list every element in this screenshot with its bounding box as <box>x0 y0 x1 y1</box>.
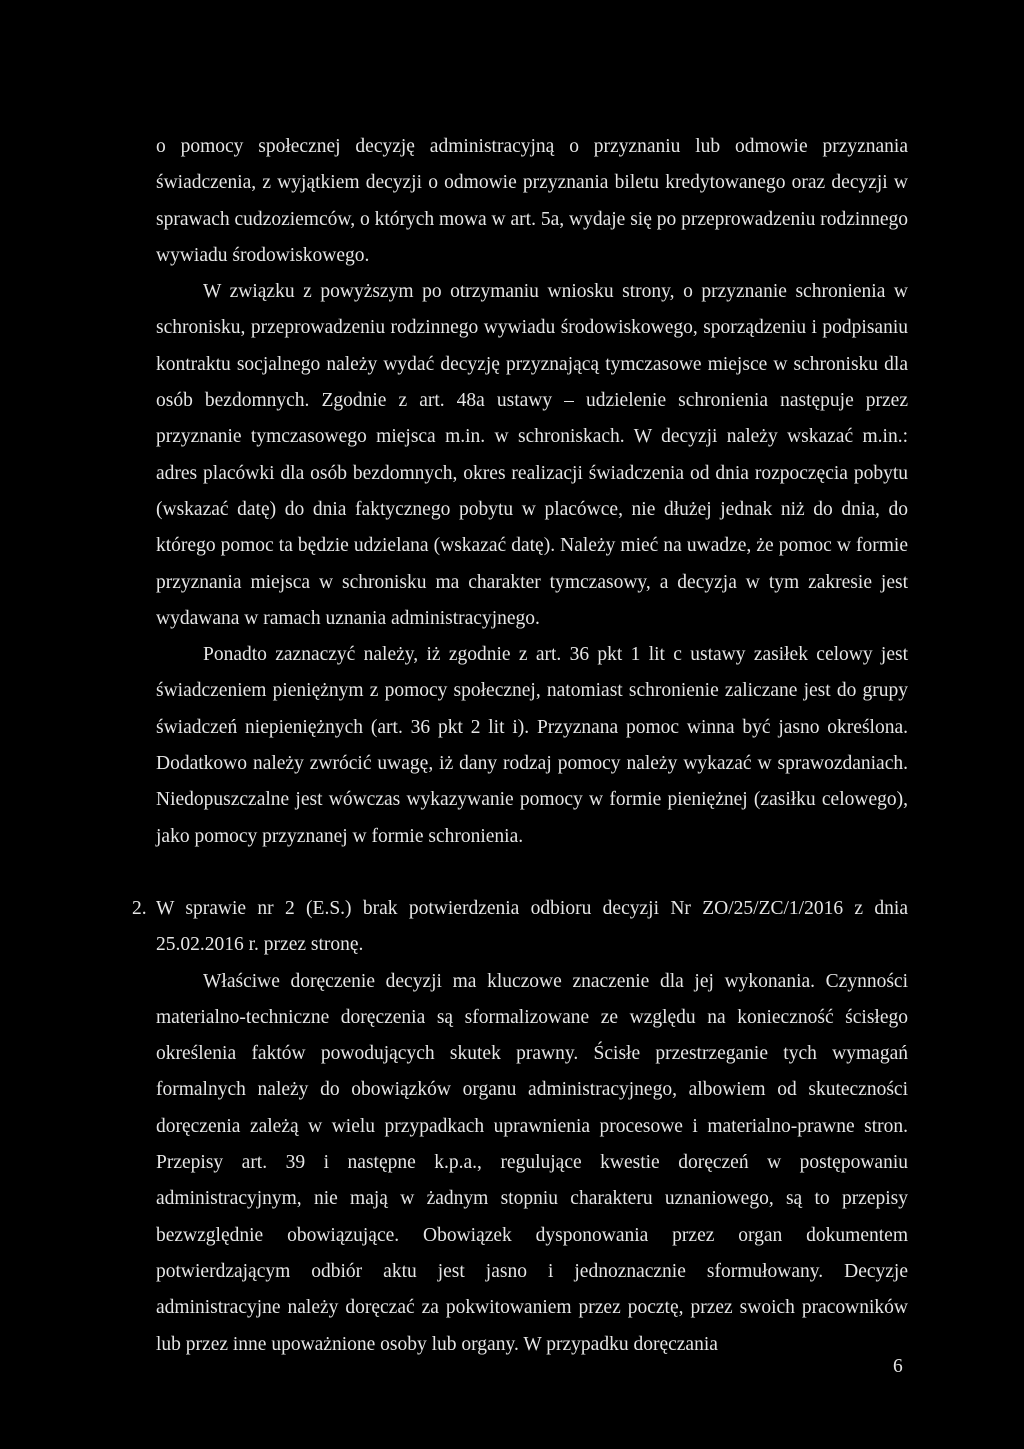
paragraph-delivery: Właściwe doręczenie decyzji ma kluczowe znaczenie dla jej wykonania. Czynności materialno-techniczne doręczenia są sformalizowane ze względu na konieczność ścisłego określenia faktów powodujących skutek prawny. Ścisłe przestrzeganie tych wymagań formalnych należy do obowiązków organu administracyjnego, albowiem od skuteczności doręczenia zależą w wielu przypadkach uprawnienia procesowe i materialno-prawne stron. Przepisy art. 39 i następne k.p.a., regulujące kwestie doręczeń w postępowaniu administracyjnym, nie mają w żadnym stopniu charakteru uznaniowego, są to przepisy bezwzględnie obowiązujące. Obowiązek dysponowania przez organ dokumentem potwierdzającym odbiór aktu jest jasno i jednoznacznie sformułowany. Decyzje administracyjne należy doręczać za pokwitowaniem przez pocztę, przez swoich pracowników lub przez inne upoważnione osoby lub organy. W przypadku doręczania <box>156 970 908 1355</box>
paragraph-continuation: o pomocy społecznej decyzję administracyjną o przyznaniu lub odmowie przyznania świadczenia, z wyjątkiem decyzji o odmowie przyznania biletu kredytowanego oraz decyzji w sprawach cudzoziemców, o których mowa w art. 5a, wydaje się po przeprowadzeniu rodzinnego wywiadu środowiskowego. <box>156 136 908 266</box>
list-item-text: W sprawie nr 2 (E.S.) brak potwierdzenia odbioru decyzji Nr ZO/25/ZC/1/2016 z dnia 25.02.2016 r. przez stronę. <box>156 897 908 956</box>
document-body <box>132 129 908 1363</box>
list-item-2 <box>132 891 908 964</box>
page-number: 6 <box>893 1356 903 1377</box>
paragraph-shelter-decision: W związku z powyższym po otrzymaniu wniosku strony, o przyznanie schronienia w schronisku, przeprowadzeniu rodzinnego wywiadu środowiskowego, sporządzeniu i podpisaniu kontraktu socjalnego należy wydać decyzję przyznającą tymczasowe miejsce w schronisku dla osób bezdomnych. Zgodnie z art. 48a ustawy – udzielenie schronienia następuje przez przyznanie tymczasowego miejsca m.in. w schroniskach. W decyzji należy wskazać m.in.: adres placówki dla osób bezdomnych, okres realizacji świadczenia od dnia rozpoczęcia pobytu (wskazać datę) do dnia faktycznego pobytu w placówce, nie dłużej jednak niż do dnia, do którego pomoc ta będzie udzielana (wskazać datę). Należy mieć na uwadze, że pomoc w formie przyznania miejsca w schronisku ma charakter tymczasowy, a decyzja w tym zakresie jest wydawana w ramach uznania administracyjnego. <box>156 281 908 629</box>
paragraph-benefit-classification: Ponadto zaznaczyć należy, iż zgodnie z art. 36 pkt 1 lit c ustawy zasiłek celowy jest świadczeniem pieniężnym z pomocy społecznej, natomiast schronienie zaliczane jest do grupy świadczeń niepieniężnych (art. 36 pkt 2 lit i). Przyznana pomoc winna być jasno określona. Dodatkowo należy zwrócić uwagę, iż dany rodzaj pomocy należy wykazać w sprawozdaniach. Niedopuszczalne jest wówczas wykazywanie pomocy w formie pieniężnej (zasiłku celowego), jako pomocy przyznanej w formie schronienia. <box>156 644 908 847</box>
list-item-number: 2. <box>132 897 147 919</box>
